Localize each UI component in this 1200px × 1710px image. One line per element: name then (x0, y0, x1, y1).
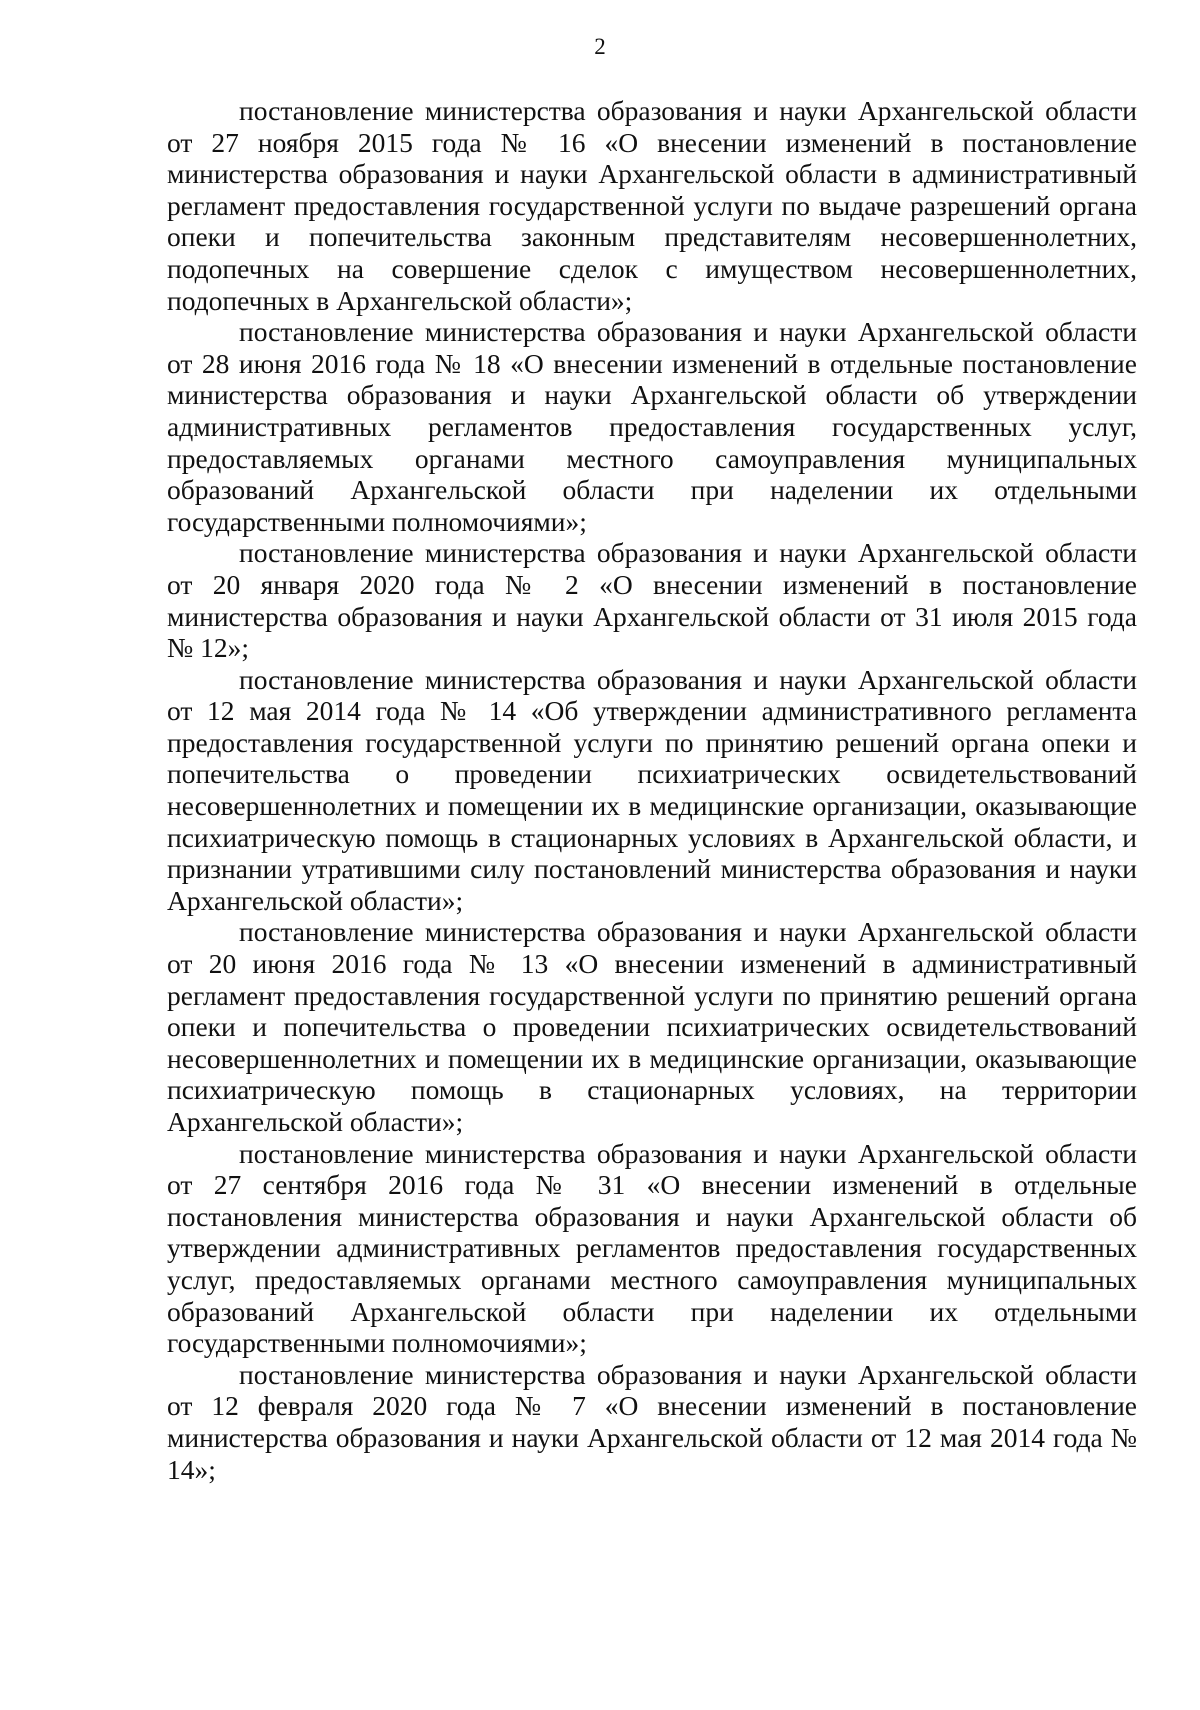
paragraph-resolution-14: постановление министерства образования и науки Архангельской области от 12 мая 2014 года № 14 «Об утверждении административного регламента предоставления государственной услуги по принятию решений органа опеки и попечительства о проведении психиатрических освидетельствований несовершеннолетних и помещении их в медицинские организации, оказывающие психиатрическую помощь в стационарных условиях в Архангельской области, и признании утратившими силу постановлений министерства образования и науки Архангельской области»; (167, 663, 1137, 916)
paragraph-resolution-16: постановление министерства образования и науки Архангельской области от 27 ноября 2015 года № 16 «О внесении изменений в постановление министерства образования и науки Архангельской области в административный регламент предоставления государственной услуги по выдаче разрешений органа опеки и попечительства законным представителям несовершеннолетних, подопечных на совершение сделок с имуществом несовершеннолетних, подопечных в Архангельской области»; (167, 95, 1137, 316)
paragraph-resolution-31: постановление министерства образования и науки Архангельской области от 27 сентября 2016 года № 31 «О внесении изменений в отдельные постановления министерства образования и науки Архангельской области об утверждении административных регламентов предоставления государственных услуг, предоставляемых органами местного самоуправления муниципальных образований Архангельской области при наделении их отдельными государственными полномочиями»; (167, 1137, 1137, 1359)
page-number: 2 (594, 34, 606, 59)
paragraph-resolution-13: постановление министерства образования и науки Архангельской области от 20 июня 2016 года № 13 «О внесении изменений в административный регламент предоставления государственной услуги по принятию решений органа опеки и попечительства о проведении психиатрических освидетельствований несовершеннолетних и помещении их в медицинские организации, оказывающие психиатрическую помощь в стационарных условиях, на территории Архангельской области»; (167, 916, 1137, 1137)
paragraph-resolution-2: постановление министерства образования и науки Архангельской области от 20 января 2020 года № 2 «О внесении изменений в постановление министерства образования и науки Архангельской области от 31 июля 2015 года № 12»; (167, 537, 1137, 664)
paragraph-resolution-7: постановление министерства образования и науки Архангельской области от 12 февраля 2020 года № 7 «О внесении изменений в постановление министерства образования и науки Архангельской области от 12 мая 2014 года № 14»; (167, 1358, 1137, 1485)
paragraph-resolution-18: постановление министерства образования и науки Архангельской области от 28 июня 2016 года № 18 «О внесении изменений в отдельные постановление министерства образования и науки Архангельской области об утверждении административных регламентов предоставления государственных услуг, предоставляемых органами местного самоуправления муниципальных образований Архангельской области при наделении их отдельными государственными полномочиями»; (167, 316, 1137, 537)
document-body (167, 95, 1137, 1485)
